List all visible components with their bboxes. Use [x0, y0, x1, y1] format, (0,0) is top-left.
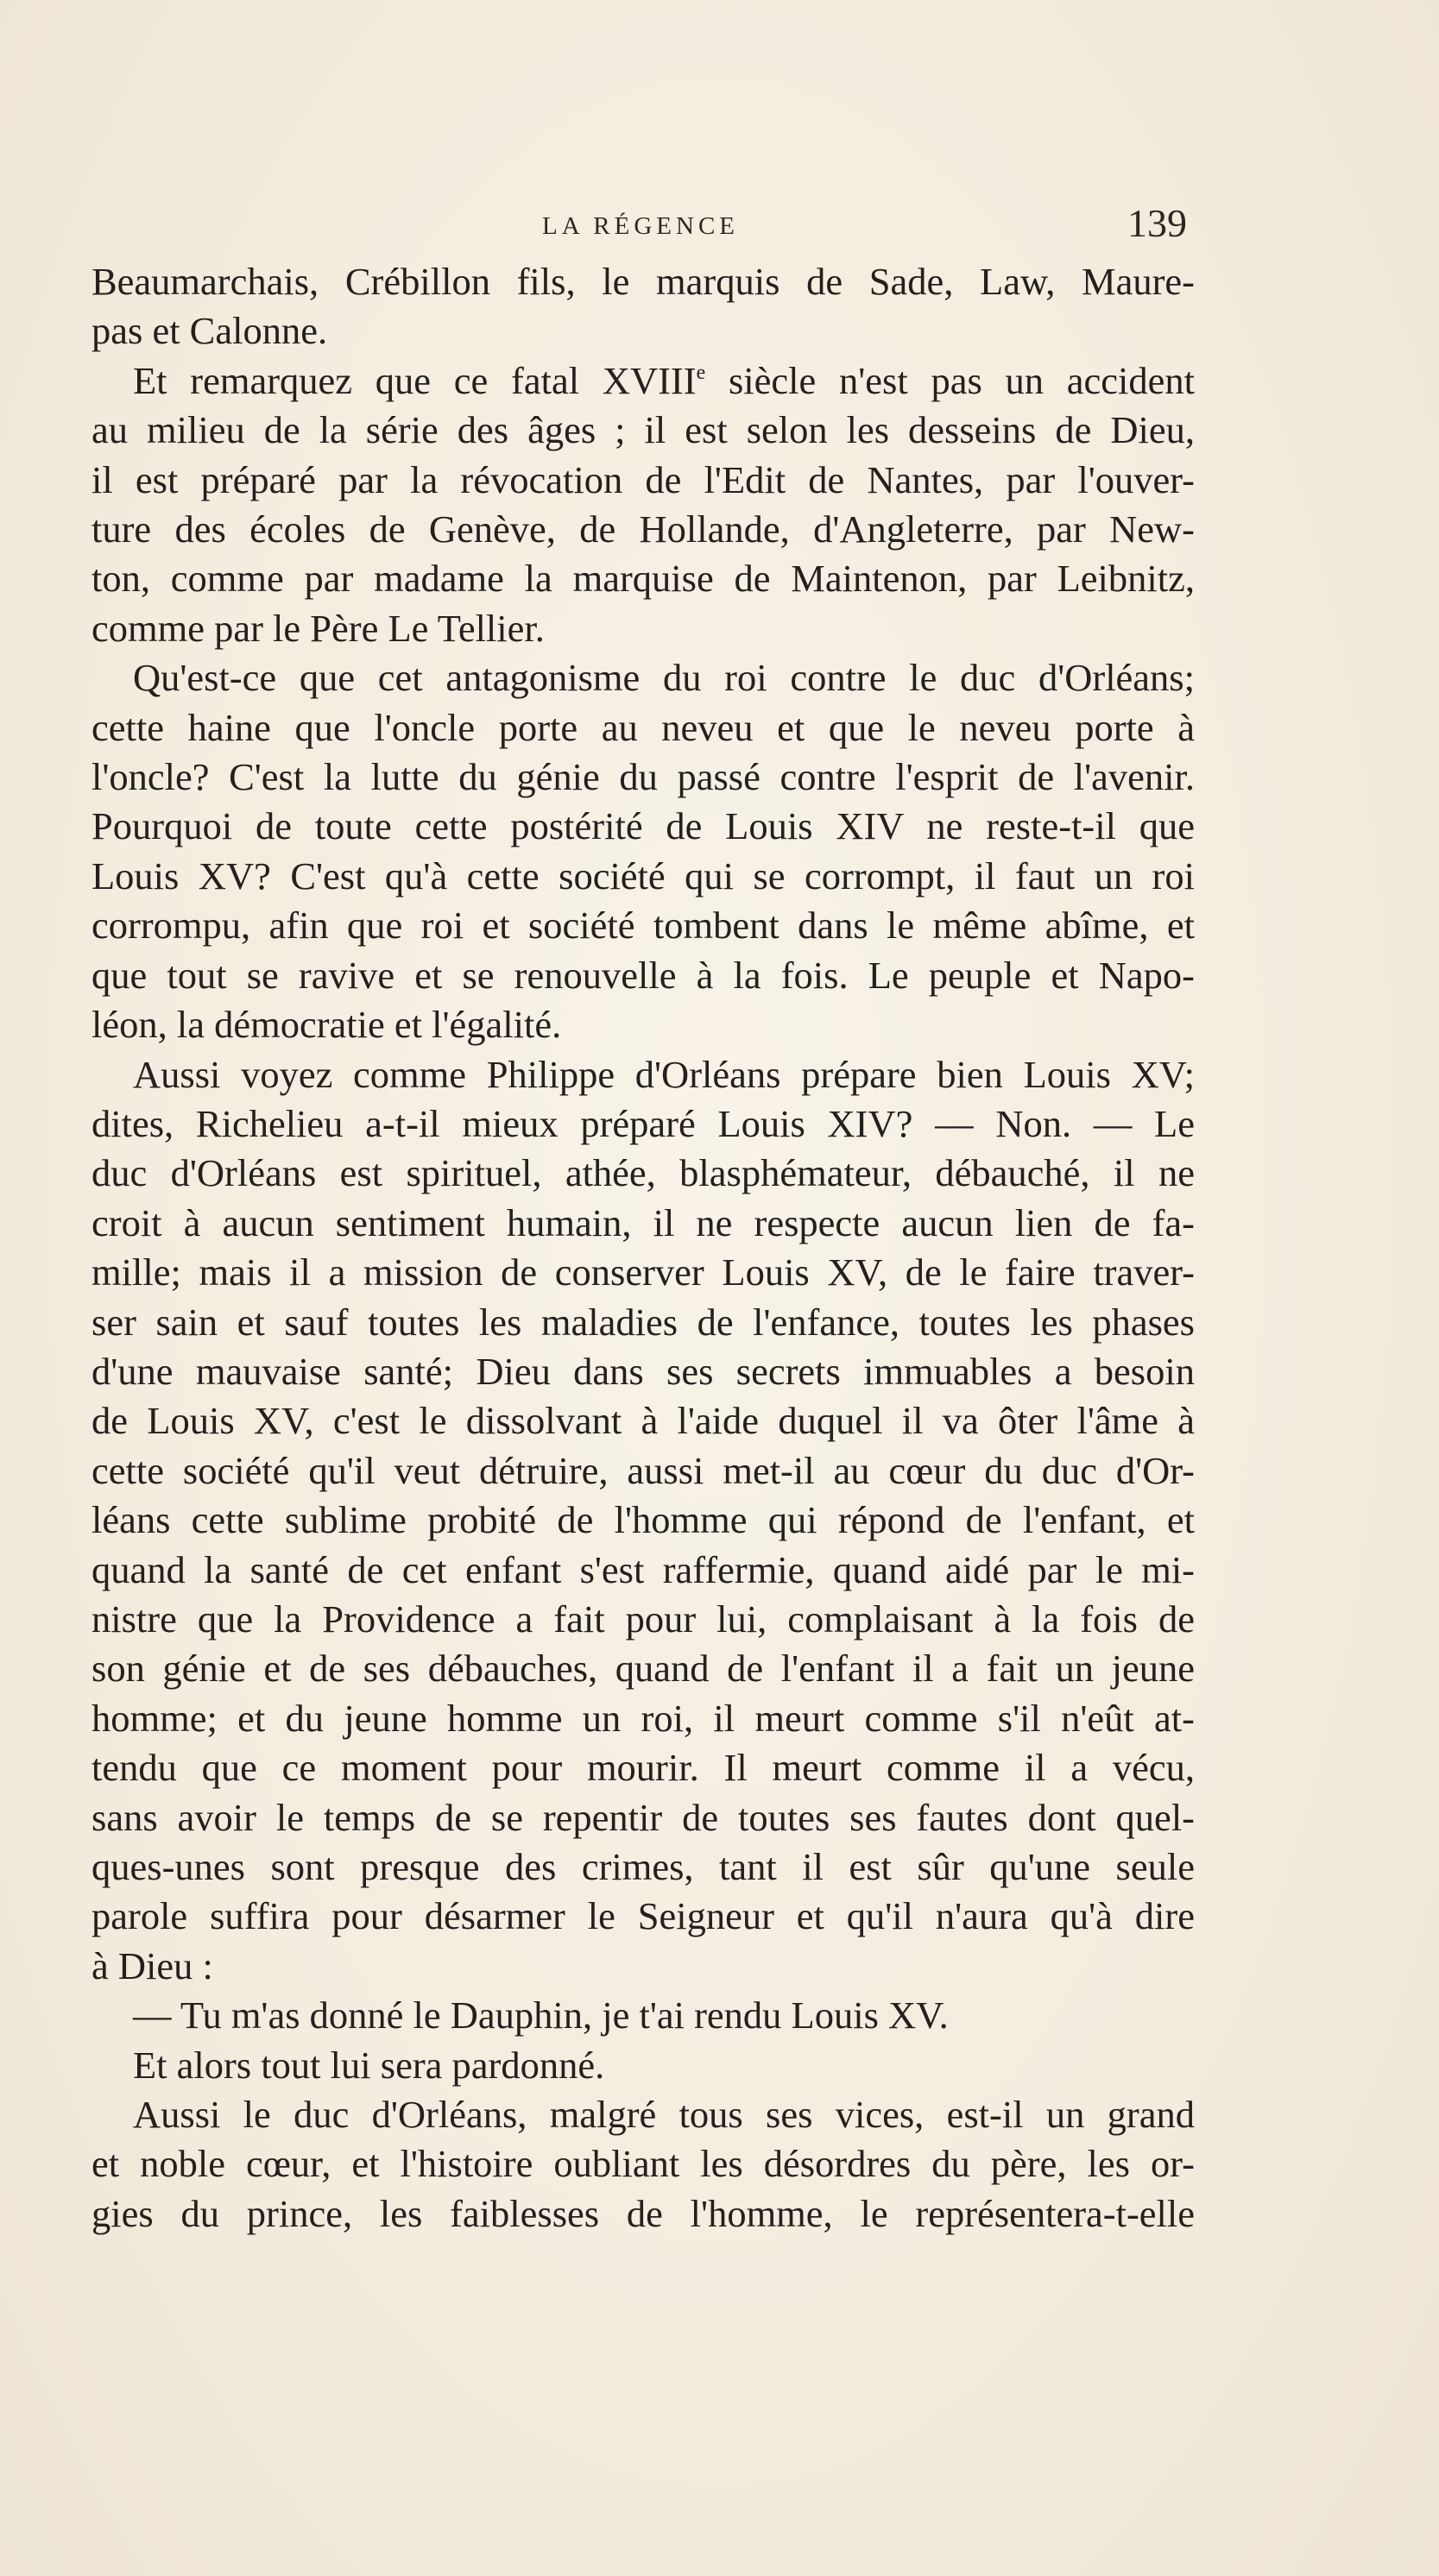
- text-line: corrompu, afin que roi et société tombent dans le même abîme, et: [92, 904, 1195, 948]
- text-line: léans cette sublime probité de l'homme qui répond de l'enfant, et: [92, 1498, 1195, 1542]
- text-line: ton, comme par madame la marquise de Maintenon, par Leibnitz,: [92, 557, 1195, 601]
- text-line: mille; mais il a mission de conserver Louis XV, de le faire traver-: [92, 1250, 1195, 1294]
- text-line: sans avoir le temps de se repentir de toutes ses fautes dont quel-: [92, 1795, 1195, 1839]
- text-line: Aussi voyez comme Philippe d'Orléans prépare bien Louis XV;: [133, 1052, 1195, 1096]
- text-line: ques-unes sont presque des crimes, tant il est sûr qu'une seule: [92, 1845, 1195, 1888]
- text-line: pas et Calonne.: [92, 309, 328, 353]
- text-line: Et remarquez que ce fatal XVIIIe siècle n'est pas un accident: [133, 358, 1195, 402]
- text-line: léon, la démocratie et l'égalité.: [92, 1003, 562, 1047]
- text-line: duc d'Orléans est spirituel, athée, blasphémateur, débauché, il ne: [92, 1151, 1195, 1195]
- text-line: Beaumarchais, Crébillon fils, le marquis de Sade, Law, Maure-: [92, 260, 1195, 303]
- text-line: Aussi le duc d'Orléans, malgré tous ses vices, est-il un grand: [133, 2093, 1195, 2137]
- text-line: que tout se ravive et se renouvelle à la fois. Le peuple et Napo-: [92, 953, 1195, 997]
- text-line: Louis XV? C'est qu'à cette société qui se corrompt, il faut un roi: [92, 853, 1195, 898]
- text-line: ser sain et sauf toutes les maladies de l'enfance, toutes les phases: [92, 1300, 1195, 1344]
- text-line: gies du prince, les faiblesses de l'homme, le représentera-t-elle: [92, 2191, 1195, 2235]
- text-line: — Tu m'as donné le Dauphin, je t'ai rendu Louis XV.: [133, 1993, 949, 2037]
- text-line: et noble cœur, et l'histoire oubliant les désordres du père, les or-: [92, 2142, 1195, 2186]
- text-line: Et alors tout lui sera pardonné.: [133, 2043, 605, 2087]
- page-number: 139: [1127, 201, 1187, 245]
- body-text: [92, 257, 1195, 2239]
- text-line: au milieu de la série des âges ; il est selon les desseins de Dieu,: [92, 408, 1195, 452]
- text-line: cette société qu'il veut détruire, aussi met-il au cœur du duc d'Or-: [92, 1448, 1195, 1492]
- text-line: à Dieu :: [92, 1943, 213, 1987]
- text-line: l'oncle? C'est la lutte du génie du passé contre l'esprit de l'avenir.: [92, 755, 1195, 799]
- text-line: quand la santé de cet enfant s'est raffermie, quand aidé par le mi-: [92, 1547, 1195, 1591]
- text-line: de Louis XV, c'est le dissolvant à l'aide duquel il va ôter l'âme à: [92, 1399, 1195, 1443]
- text-line: ture des écoles de Genève, de Hollande, d'Angleterre, par New-: [92, 507, 1195, 551]
- text-line: nistre que la Providence a fait pour lui, complaisant à la fois de: [92, 1597, 1195, 1641]
- text-line: dites, Richelieu a-t-il mieux préparé Louis XIV? — Non. — Le: [92, 1101, 1195, 1145]
- text-line: son génie et de ses débauches, quand de l'enfant il a fait un jeune: [92, 1647, 1195, 1691]
- superscript: e: [696, 361, 706, 384]
- text-line: Pourquoi de toute cette postérité de Louis XIV ne reste-t-il que: [92, 804, 1195, 848]
- text-line: homme; et du jeune homme un roi, il meurt comme s'il n'eût at-: [92, 1696, 1195, 1740]
- text-line: croit à aucun sentiment humain, il ne respecte aucun lien de fa-: [92, 1200, 1195, 1244]
- running-title: LA RÉGENCE: [542, 212, 740, 240]
- text-line: Qu'est-ce que cet antagonisme du roi contre le duc d'Orléans;: [133, 656, 1195, 700]
- text-line: d'une mauvaise santé; Dieu dans ses secrets immuables a besoin: [92, 1349, 1195, 1393]
- text-line: comme par le Père Le Tellier.: [92, 606, 545, 650]
- text-line: il est préparé par la révocation de l'Edit de Nantes, par l'ouver-: [92, 457, 1195, 501]
- text-line: tendu que ce moment pour mourir. Il meurt comme il a vécu,: [92, 1746, 1195, 1790]
- text-line: parole suffira pour désarmer le Seigneur et qu'il n'aura qu'à dire: [92, 1894, 1195, 1938]
- text-line: cette haine que l'oncle porte au neveu et que le neveu porte à: [92, 705, 1195, 749]
- running-head: [0, 200, 1439, 252]
